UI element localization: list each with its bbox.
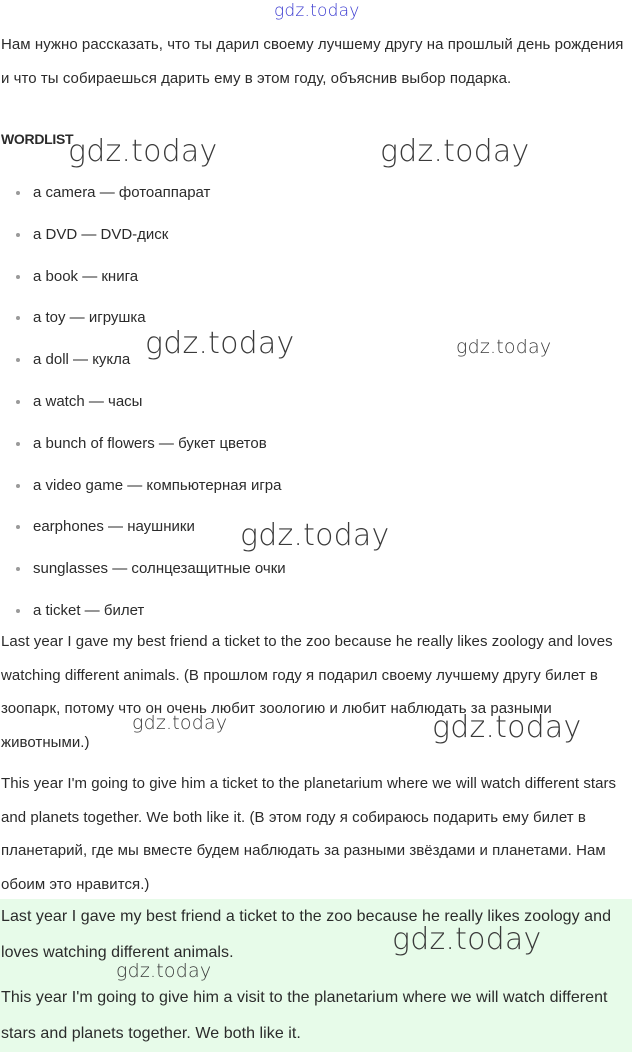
list-item-text: a watch — часы [33, 392, 143, 410]
watermark: gdz.today [240, 518, 390, 553]
watermark: gdz.today [380, 134, 530, 169]
answer-line-2: This year I'm going to give him a visit to the planetarium where we will watch different stars and planets together. We both like it. [1, 989, 608, 1042]
watermark: gdz.today [456, 336, 552, 358]
bullet-icon [16, 567, 20, 571]
watermark: gdz.today [432, 710, 582, 745]
list-item-text: a ticket — билет [33, 601, 145, 619]
answer-line-1: Last year I gave my best friend a ticket to the zoo because he really likes zoology and loves watching different animals. [1, 908, 612, 961]
list-item-text: a video game — компьютерная игра [33, 476, 282, 494]
watermark: gdz.today [132, 712, 228, 734]
watermark: gdz.today [68, 134, 218, 169]
bullet-icon [16, 400, 20, 404]
list-item-text: a toy — игрушка [33, 309, 146, 327]
list-item [0, 381, 286, 423]
example-paragraph-1: Last year I gave my best friend a ticket to the zoo because he really likes zoology and loves watching different animals. (В прошлом году я подарил своему лучшему другу билет в зоопарк, потому что он очень любит зоологию и любит наблюдать за разными животными.) [1, 633, 613, 751]
list-item [0, 256, 286, 298]
bullet-icon [16, 191, 20, 195]
list-item-text: a doll — кукла [33, 351, 131, 369]
bullet-icon [16, 275, 20, 279]
list-item [0, 172, 286, 214]
list-item [0, 465, 286, 507]
wordlist-heading: WORDLIST [1, 131, 74, 147]
watermark: gdz.today [274, 1, 360, 21]
example-paragraph-2: This year I'm going to give him a ticket to the planetarium where we will watch different stars and planets together. We both like it. (В этом году я собираюсь подарить ему билет в планетарий, где мы вместе будем наблюдать за разными звёздами и планетами. Нам обоим это нравится.) [1, 775, 617, 893]
list-item-text: a book — книга [33, 267, 139, 285]
bullet-icon [16, 609, 20, 613]
list-item-text: earphones — наушники [33, 518, 195, 536]
list-item-text: sunglasses — солнцезащитные очки [33, 560, 286, 578]
bullet-icon [16, 358, 20, 362]
list-item [0, 423, 286, 465]
list-item [0, 548, 286, 590]
list-item [0, 214, 286, 256]
watermark: gdz.today [145, 326, 295, 361]
task-text: Нам нужно рассказать, что ты дарил своему лучшему другу на прошлый день рождения и что ты собираешься дарить ему в этом году, объяснив выбор подарка. [1, 36, 624, 87]
watermark: gdz.today [392, 922, 542, 957]
list-item-text: a DVD — DVD-диск [33, 225, 169, 243]
bullet-icon [16, 233, 20, 237]
wordlist [0, 172, 286, 632]
watermark: gdz.today [116, 960, 212, 982]
bullet-icon [16, 316, 20, 320]
list-item-text: a camera — фотоаппарат [33, 184, 211, 201]
bullet-icon [16, 442, 20, 446]
list-item-text: a bunch of flowers — букет цветов [33, 434, 267, 452]
bullet-icon [16, 484, 20, 488]
bullet-icon [16, 525, 20, 529]
